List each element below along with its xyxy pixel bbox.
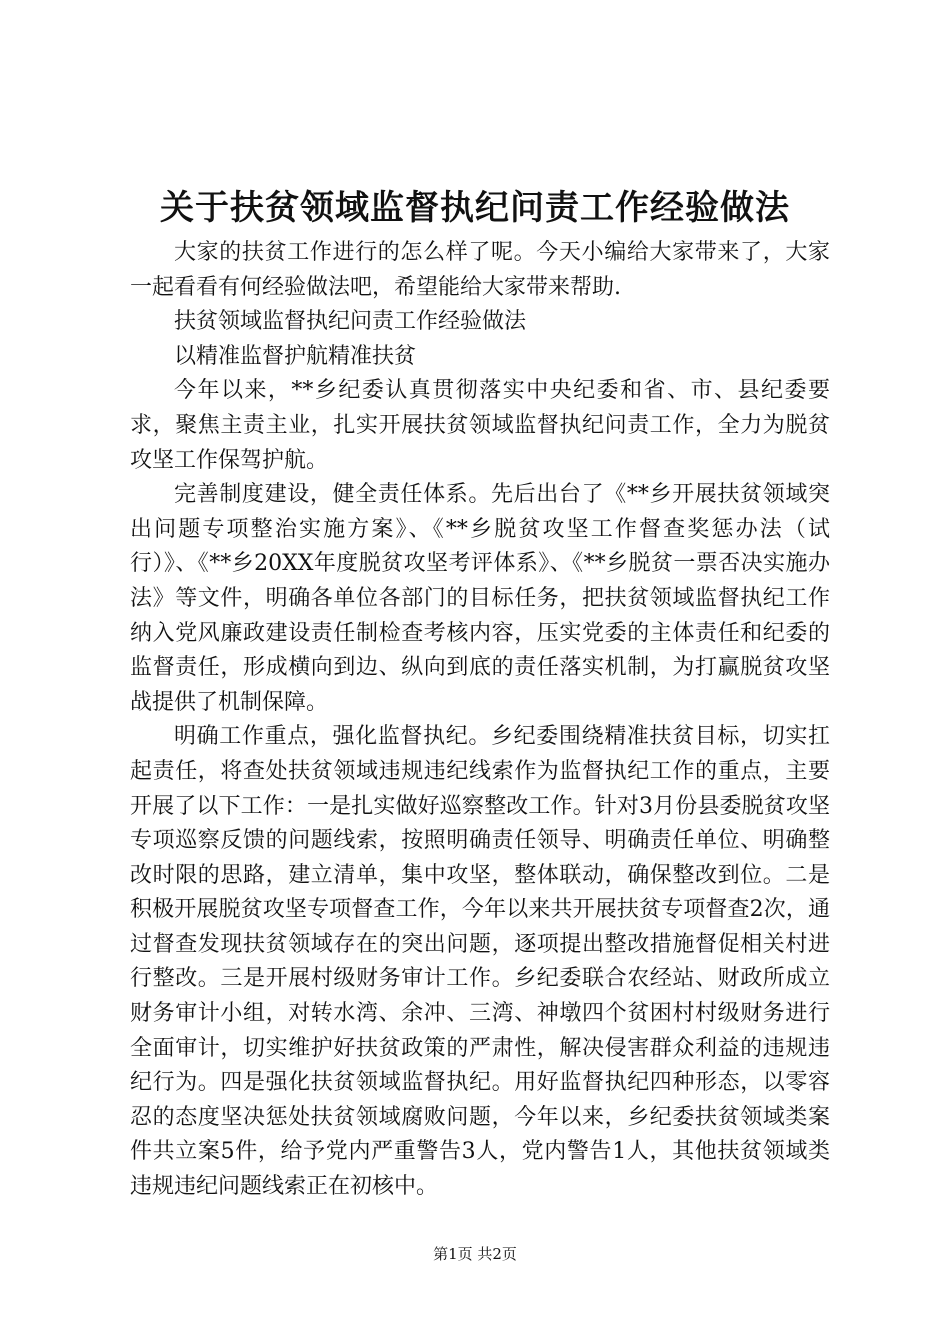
paragraph-subtitle: 扶贫领域监督执纪问责工作经验做法: [174, 309, 527, 335]
document-title: 关于扶贫领域监督执纪问责工作经验做法: [160, 188, 790, 228]
paragraph-heading: 以精准监督护航精准扶贫: [174, 343, 417, 369]
page-footer: 第1页 共2页: [433, 1245, 517, 1263]
paragraph-work-focus: 明确工作重点，强化监督执纪。乡纪委围绕精准扶贫目标，切实扛起责任，将查处扶贫领域违规违纪线索作为监督执纪工作的重点，主要开展了以下工作：一是扎实做好巡察整改工作。针对3月份县委脱贫攻坚专项巡察反馈的问题线索，按照明确责任领导、明确责任单位、明确整改时限的思路，建立清单，集中攻坚，整体联动，确保整改到位。二是积极开展脱贫攻坚专项督查工作，今年以来共开展扶贫专项督查2次，通过督查发现扶贫领域存在的突出问题，逐项提出整改措施督促相关村进行整改。三是开展村级财务审计工作。乡纪委联合农经站、财政所成立财务审计小组，对转水湾、余冲、三湾、神墩四个贫困村村级财务进行全面审计，切实维护好扶贫政策的严肃性，解决侵害群众利益的违规违纪行为。四是强化扶贫领域监督执纪。用好监督执纪四种形态，以零容忍的态度坚决惩处扶贫领域腐败问题，今年以来，乡纪委扶贫领域类案件共立案5件，给予党内严重警告3人，党内警告1人，其他扶贫领域类违规违纪问题线索正在初核中。: [130, 724, 830, 1200]
paragraph-overview: 今年以来，**乡纪委认真贯彻落实中央纪委和省、市、县纪委要求，聚焦主责主业，扎实开展扶贫领域监督执纪问责工作，全力为脱贫攻坚工作保驾护航。: [130, 378, 830, 473]
paragraph-system-building: 完善制度建设，健全责任体系。先后出台了《**乡开展扶贫领域突出问题专项整治实施方案》、《**乡脱贫攻坚工作督查奖惩办法（试行）》、《**乡20XX年度脱贫攻坚考评体系》、《**乡脱贫一票否决实施办法》等文件，明确各单位各部门的目标任务，把扶贫领域监督执纪工作纳入党风廉政建设责任制检查考核内容，压实党委的主体责任和纪委的监督责任，形成横向到边、纵向到底的责任落实机制，为打赢脱贫攻坚战提供了机制保障。: [130, 482, 830, 715]
document-body: [130, 236, 830, 1205]
paragraph-intro: 大家的扶贫工作进行的怎么样了呢。今天小编给大家带来了，大家一起看看有何经验做法吧，希望能给大家带来帮助.: [130, 240, 830, 300]
